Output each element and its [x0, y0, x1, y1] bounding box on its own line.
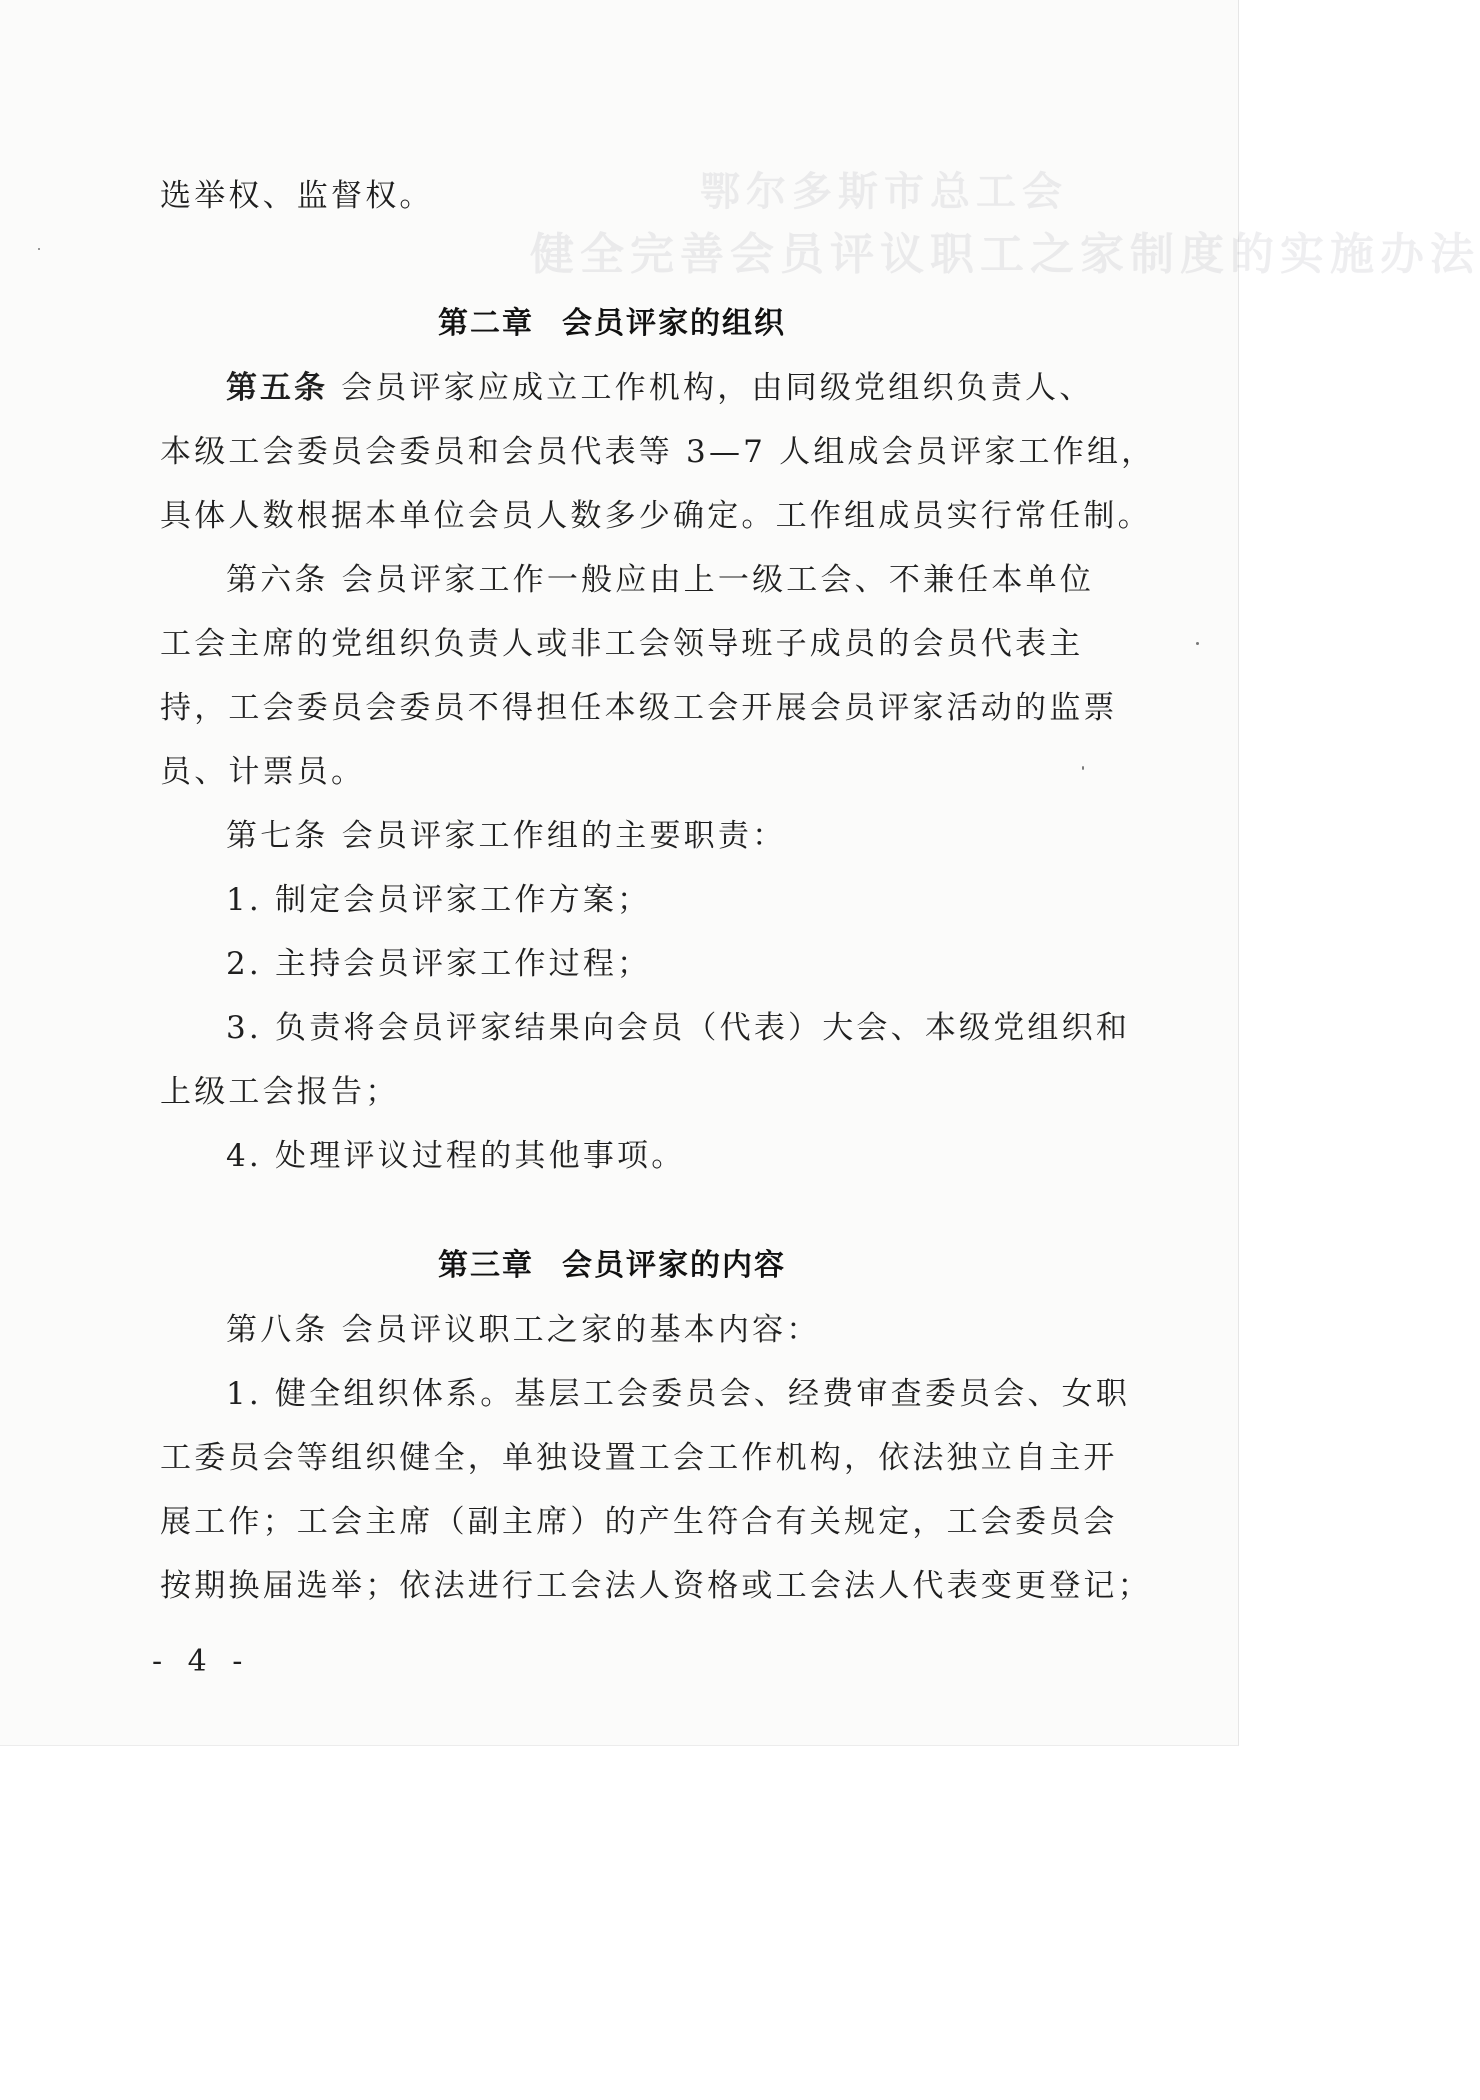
scan-speck — [1082, 766, 1084, 770]
scan-speck — [38, 248, 40, 250]
bleed-through-text: 健全完善会员评议职工之家制度的实施办法 — [530, 229, 1480, 280]
article-label: 第五条 — [226, 370, 328, 406]
body-line: 本级工会委员会委员和会员代表等 3—7 人组成会员评家工作组， — [160, 434, 1156, 470]
list-item: 3. 负责将会员评家结果向会员（代表）大会、本级党组织和 — [226, 1010, 1131, 1046]
body-line: 选举权、监督权。 — [160, 178, 434, 214]
chapter-heading — [438, 1246, 786, 1286]
body-line: 工会主席的党组织负责人或非工会领导班子成员的会员代表主 — [160, 626, 1084, 662]
article-paragraph — [226, 368, 1093, 408]
bleed-through-text: 鄂尔多斯市总工会 — [700, 169, 1068, 215]
article-text: 会员评议职工之家的基本内容： — [341, 1312, 821, 1348]
scan-speck — [1196, 642, 1199, 645]
article-paragraph — [226, 816, 786, 856]
article-text: 会员评家工作一般应由上一级工会、不兼任本单位 — [341, 562, 1095, 598]
body-line: 持，工会委员会委员不得担任本级工会开展会员评家活动的监票 — [160, 690, 1118, 726]
list-item: 4. 处理评议过程的其他事项。 — [226, 1138, 686, 1174]
article-label: 第六条 — [226, 562, 329, 598]
article-text: 会员评家工作组的主要职责： — [341, 818, 787, 854]
list-item: 1. 制定会员评家工作方案； — [226, 882, 652, 918]
article-paragraph — [226, 560, 1094, 600]
body-line: 按期换届选举；依法进行工会法人资格或工会法人代表变更登记； — [160, 1568, 1152, 1604]
chapter-heading — [438, 304, 786, 344]
chapter-number: 第三章 — [438, 1248, 534, 1283]
list-item: 2. 主持会员评家工作过程； — [226, 946, 652, 982]
body-line: 员、计票员。 — [160, 754, 366, 790]
chapter-number: 第二章 — [438, 306, 534, 341]
body-line: 展工作；工会主席（副主席）的产生符合有关规定，工会委员会 — [160, 1504, 1118, 1540]
article-label: 第七条 — [226, 818, 329, 854]
article-paragraph — [226, 1310, 820, 1350]
chapter-title: 会员评家的内容 — [562, 1248, 786, 1283]
body-line: 具体人数根据本单位会员人数多少确定。工作组成员实行常任制。 — [160, 498, 1152, 534]
chapter-title: 会员评家的组织 — [562, 306, 786, 341]
list-item: 1. 健全组织体系。基层工会委员会、经费审查委员会、女职 — [226, 1376, 1131, 1412]
body-line: 工委员会等组织健全，单独设置工会工作机构，依法独立自主开 — [160, 1440, 1118, 1476]
article-label: 第八条 — [226, 1312, 329, 1348]
body-line: 上级工会报告； — [160, 1074, 400, 1110]
page-number: - 4 - — [152, 1644, 251, 1679]
article-text: 会员评家应成立工作机构，由同级党组织负责人、 — [341, 370, 1094, 406]
